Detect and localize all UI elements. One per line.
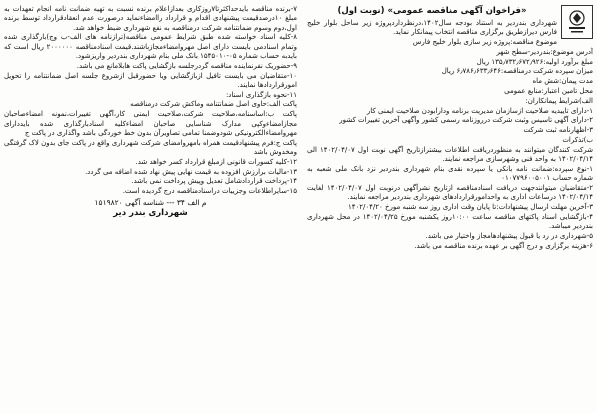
right-column-body bbox=[307, 19, 593, 251]
municipality-emblem-icon bbox=[564, 8, 590, 36]
notice-paragraph: پاکت الف:حاوی اصل ضمانتنامه وماکش شرکت درمناقصه bbox=[130, 100, 297, 109]
logo-box bbox=[561, 5, 593, 39]
notice-paragraph: موضوع مناقصه:پروژه زیر سازی بلوار خلیج فارس bbox=[412, 38, 557, 47]
notice-paragraph: ۷-برنده مناقصه بایدحداکثرتا۷روزکاری بعدازاعلام برنده نسبت به تهیه ضمانت نامه انجام تعهدات به مبلغ ۱۰درصدقیمت پیشنهادی اقدام و قرارداد راامضاءنماید درصورت عدم انعقادقرارداد توسط برنده اول،دوم وسوم ضمانتنامه شرکت درمناقصه به نفع شهرداری ضبط خواهد شد. bbox=[4, 5, 297, 32]
notice-paragraph: پاکت ج:فرم پیشنهادقیمت همراه بامهروامضای شرکت شهرداری واقع در پاکت جای بدون لاک گرفتگی ومخدوش باشد bbox=[4, 138, 297, 156]
notice-paragraph: پاکت ب:اساسنامه،صلاحیت شرکت،صلاحیت ایمنی کار،آگهی تغییرات،نمونه امضاءصاحبان مجازامضاءوکپی مدارک شناسایی صاحبان امضاءکلیه اسنادبارگذاری شده بایددارای مهروامضاءالکترونیکی شودوضمنا تمامی تصاویرآن بدون خط خوردگی باشد واگذاری در پاکت ج bbox=[4, 110, 297, 137]
notice-paragraph: آدرس موضوع:بندردیر-سطح شهر bbox=[496, 47, 593, 56]
notice-paragraph: شهرداری بندردیر به استناد بودجه سال۱۴۰۲،درنظرداردپروژه زیر ساحل بلوار خلیج فارس دیرازطریق برگزاری مناقصه انتخاب پیمانکار نماید. bbox=[307, 19, 557, 37]
notice-paragraph: ۱۲-کلیه کسورات قانونی ازمبلغ قرارداد کسر خواهد شد. bbox=[135, 157, 297, 166]
notice-paragraph: ب)تذکرات bbox=[562, 136, 593, 145]
notice-paragraph: ۶-هزینه برگزاری و درج آگهی بر عهده برنده مناقصه می باشد. bbox=[414, 241, 593, 250]
notice-paragraph: ۱-نوع سپرده:ضمانت نامه بانکی یا سپرده نقدی بنام شهرداری بندردیر نزد بانک ملی شعبه به شماره حساب ۰۱۰۷۷۹۶۰۰۵۰۰۱ bbox=[307, 164, 593, 183]
notice-paragraph: ۱-دارای تاییدیه صلاحیت ازسازمان مدیریت برنامه ودارابودن صلاحیت ایمنی کار bbox=[366, 106, 593, 115]
tender-notice-page bbox=[4, 3, 593, 405]
notice-paragraph: ۱۱-نحوه بازگذاری اسناد: bbox=[225, 90, 297, 99]
notice-paragraph: ۴-بازگشایی اسناد پاکتهای مناقصه ساعت ۱۰:۰۰روز یکشنبه مورخ ۱۴۰۲/۰۴/۲۵ در محل شهرداری بندردیر میباشد. bbox=[307, 212, 593, 231]
notice-paragraph: ۸-کلیه اسناد خواسته شده طبق شرایط عمومی مناقصه(ترازنامه های الف-ب وج)بارگذاری شده وتمام اسنادمی بایست دارای اصل مهروامضاءمجازباشند.قیمت اسنادمناقصه ۲۰۰۰۰۰۰ ریال است که بایدبه حساب شماره ۰۵-۱۵۴۵۰۱۰ بانک ملی بنام شهرداری بندردیر واریزشود. bbox=[4, 33, 297, 60]
notice-paragraph: ۱۳-مالیات برارزش افزوده به قیمت نهایی پیش نهاد شده اضافه می گردد. bbox=[85, 167, 297, 176]
notice-paragraph: مدت پیمان:شش ماه bbox=[532, 77, 593, 86]
notice-paragraph: ۹-حضوریک نفرنماینده مناقصه گردرجلسه بازگشایی پاکت هابلامانع می باشد. bbox=[76, 61, 297, 70]
notice-paragraph: ۱۴-پرداخت قراردادشامل تعدیل وپیش پرداخت نمی باشد. bbox=[131, 177, 297, 186]
notice-reference-line: م الف ۳۴ --- شناسه آگهی ۱۵۱۹۸۲۰ bbox=[94, 198, 207, 208]
notice-right-column bbox=[307, 5, 593, 252]
notice-left-column bbox=[4, 5, 297, 219]
notice-paragraph: ۲-دارای آگهی تاسیس وثبت شرکت درروزنامه رسمی کشور وآگهی آخرین تغییرات کشور bbox=[339, 116, 593, 125]
issuer-name: شهرداری بندر دیر bbox=[113, 208, 188, 219]
notice-paragraph: ۱۰-متقاضیان می بایست تافیل ازبازگشایی ویا حضورقبل ازشروع جلسه اصل ضمانتنامه را تحویل امورقراردادها نمایند. bbox=[4, 71, 297, 89]
notice-paragraph: مبلغ برآورد اولیه:۱۳۵٫۷۳۲٫۶۷۲٫۹۲۶ ریال bbox=[476, 57, 593, 66]
left-column-body bbox=[4, 5, 297, 196]
notice-paragraph: الف)شرایط پیمانکاران: bbox=[525, 96, 593, 105]
notice-paragraph: ۱۵-سایراطلاعات وجزییات دراسنادمناقصه درج گردیده است. bbox=[122, 187, 297, 196]
notice-title: «فراخوان آگهی مناقصه عمومی» (نوبت اول) bbox=[337, 6, 527, 16]
notice-paragraph: شرکت کنندگان میتوانند به منظوردریافت اطلاعات بیشترازتاریخ آگهی نوبت اول ۱۴۰۲/۰۴/۰۷ الی ۱۴۰۲/۰۴/۱۴ به واحد فنی وشهرسازی مراجعه نمایند. bbox=[307, 145, 593, 164]
notice-paragraph: ۵-شهرداری در رد یا قبول پیشنهادهامجاز واختیار می باشد. bbox=[425, 232, 593, 241]
notice-paragraph: ۳-آخرین مهلت ارسال پیشنهادات:تا پایان وقت اداری روز سه شنبه مورخ ۱۴۰۲/۰۴/۲۰ bbox=[347, 203, 593, 212]
notice-paragraph: محل تامین اعتبار:منابع عمومی bbox=[504, 87, 593, 96]
notice-paragraph: میزان سپرده شرکت درمناقصه:۶٫۷۸۶٫۶۳۳٫۶۴۶ ریال bbox=[441, 67, 593, 76]
notice-paragraph: ۲-متقاضیان میتوانندجهت دریافت اسنادمناقصه ازتاریخ نشرآگهی درنوبت اول ۱۴۰۲/۰۴/۰۷ لغایت ۱۴۰۲/۰۴/۱۴ درساعات اداری به واحدامورقراردادهای شهرداری بندردیر مراجعه نمایند. bbox=[307, 184, 593, 202]
notice-paragraph: ۳-اظهارنامه ثبت شرکت bbox=[523, 126, 593, 135]
